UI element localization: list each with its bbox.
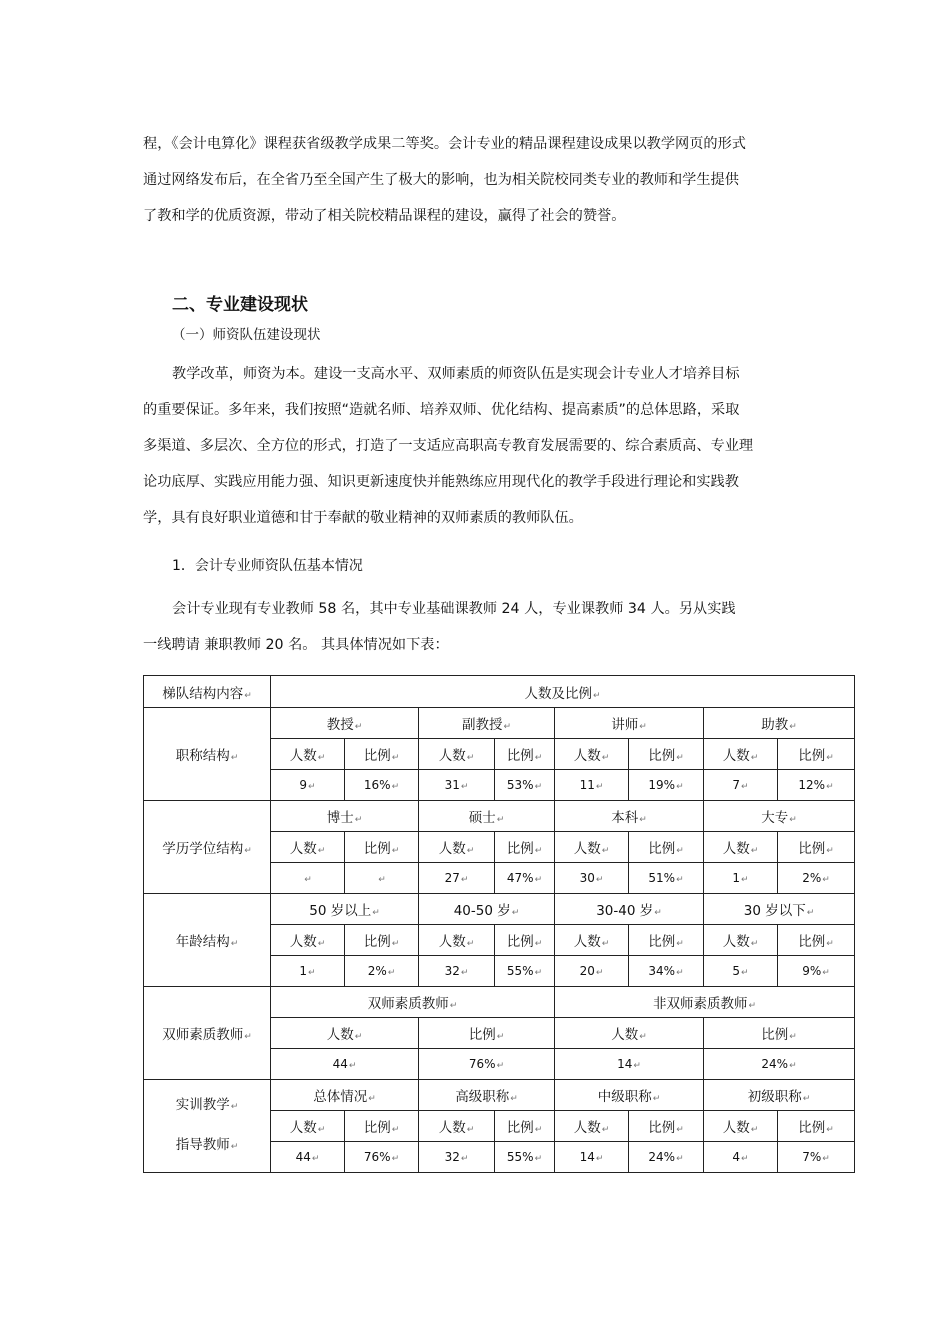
text-line: 一线聘请 兼职教师 20 名。 其具体情况如下表： [143,637,449,653]
col-header-ratio: 比例↵ [629,925,704,956]
col-header-count: 人数↵ [704,832,778,863]
cell-value: 53%↵ [495,770,555,801]
cell-value: 34%↵ [629,956,704,987]
col-header-ratio: 比例↵ [495,739,555,770]
col-header-count: 人数↵ [555,739,629,770]
row-label-education: 学历学位结构↵ [144,801,271,894]
cell-value: 31↵ [419,770,495,801]
row-label-dual: 双师素质教师↵ [144,987,271,1080]
text-line: 学，具有良好职业道德和甘于奉献的敬业精神的双师素质的教师队伍。 [143,510,583,526]
col-header-count: 人数↵ [555,1111,629,1142]
col-header-count: 人数↵ [271,1111,345,1142]
col-header-ratio: 比例↵ [495,1111,555,1142]
cell-value: ↵ [345,863,419,894]
group-header: 副教授↵ [419,708,555,739]
col-header-ratio: 比例↵ [704,1018,855,1049]
group-header: 30 岁以下↵ [704,894,855,925]
cell-value: 24%↵ [704,1049,855,1080]
cell-value: 19%↵ [629,770,704,801]
text-line: 程，《会计电算化》课程获省级教学成果二等奖。会计专业的精品课程建设成果以教学网页的形式 [143,136,746,152]
cell-value: 20↵ [555,956,629,987]
cell-value: 32↵ [419,1142,495,1173]
item-heading: 1．会计专业师资队伍基本情况 [172,558,363,574]
group-header: 助教↵ [704,708,855,739]
cell-value: 11↵ [555,770,629,801]
col-header-count: 人数↵ [271,832,345,863]
cell-value: 44↵ [271,1049,419,1080]
col-header-ratio: 比例↵ [345,832,419,863]
cell-value: 7↵ [704,770,778,801]
cell-value: 14↵ [555,1049,704,1080]
cell-value: 27↵ [419,863,495,894]
group-header: 本科↵ [555,801,704,832]
col-header-ratio: 比例↵ [345,739,419,770]
section-heading: 二、专业建设现状 [172,295,308,315]
cell-value: 24%↵ [629,1142,704,1173]
col-header-count: 人数↵ [704,925,778,956]
col-header-ratio: 比例↵ [629,739,704,770]
text-line: 的重要保证。多年来，我们按照“造就名师、培养双师、优化结构、提高素质”的总体思路，采取 [143,402,740,418]
col-header-ratio: 比例↵ [495,925,555,956]
group-header: 50 岁以上↵ [271,894,419,925]
group-header: 30-40 岁↵ [555,894,704,925]
group-header: 非双师素质教师↵ [555,987,855,1018]
row-label-training: 实训教学↵ 指导教师↵ [144,1080,271,1173]
cell-value: 55%↵ [495,1142,555,1173]
cell-value: 2%↵ [345,956,419,987]
cell-value: 7%↵ [778,1142,855,1173]
cell-value: 4↵ [704,1142,778,1173]
table-corner-header: 梯队结构内容↵ [144,676,271,708]
group-header: 硕士↵ [419,801,555,832]
col-header-count: 人数↵ [271,739,345,770]
cell-value: 16%↵ [345,770,419,801]
paragraph-staff-count [143,591,808,663]
group-header: 初级职称↵ [704,1080,855,1111]
cell-value: 47%↵ [495,863,555,894]
row-label-age: 年龄结构↵ [144,894,271,987]
group-header: 教授↵ [271,708,419,739]
group-header: 大专↵ [704,801,855,832]
col-header-count: 人数↵ [419,1111,495,1142]
col-header-count: 人数↵ [271,925,345,956]
faculty-structure-table [143,675,855,1173]
text-line: 通过网络发布后，在全省乃至全国产生了极大的影响，也为相关院校同类专业的教师和学生提供 [143,172,739,188]
text-line: 论功底厚、实践应用能力强、知识更新速度快并能熟练应用现代化的教学手段进行理论和实践教 [143,474,739,490]
paragraph-faculty [143,356,808,536]
col-header-ratio: 比例↵ [495,832,555,863]
col-header-count: 人数↵ [419,832,495,863]
cell-value: 5↵ [704,956,778,987]
cell-value: 30↵ [555,863,629,894]
text-line: 了教和学的优质资源，带动了相关院校精品课程的建设，赢得了社会的赞誉。 [143,208,626,224]
group-header: 中级职称↵ [555,1080,704,1111]
text-line: 多渠道、多层次、全方位的形式，打造了一支适应高职高专教育发展需要的、综合素质高、专业理 [143,438,754,454]
group-header: 总体情况↵ [271,1080,419,1111]
col-header-ratio: 比例↵ [778,1111,855,1142]
group-header: 双师素质教师↵ [271,987,555,1018]
cell-value: 32↵ [419,956,495,987]
row-label-title: 职称结构↵ [144,708,271,801]
subsection-heading: （一）师资队伍建设现状 [172,327,321,343]
col-header-ratio: 比例↵ [629,832,704,863]
cell-value: 12%↵ [778,770,855,801]
cell-value: 76%↵ [345,1142,419,1173]
col-header-ratio: 比例↵ [345,1111,419,1142]
cell-value: 1↵ [271,956,345,987]
col-header-count: 人数↵ [704,1111,778,1142]
cell-value: 2%↵ [778,863,855,894]
table-top-header: 人数及比例↵ [271,676,855,708]
col-header-ratio: 比例↵ [778,739,855,770]
cell-value: 9%↵ [778,956,855,987]
col-header-ratio: 比例↵ [778,925,855,956]
col-header-count: 人数↵ [419,739,495,770]
cell-value: 55%↵ [495,956,555,987]
col-header-count: 人数↵ [419,925,495,956]
col-header-count: 人数↵ [704,739,778,770]
col-header-ratio: 比例↵ [345,925,419,956]
text-line: 会计专业现有专业教师 58 名，其中专业基础课教师 24 人，专业课教师 34 人。另从实践 [172,601,736,617]
cell-value: 1↵ [704,863,778,894]
cell-value: 76%↵ [419,1049,555,1080]
col-header-ratio: 比例↵ [629,1111,704,1142]
cell-value: 51%↵ [629,863,704,894]
cell-value: 9↵ [271,770,345,801]
col-header-count: 人数↵ [555,832,629,863]
col-header-count: 人数↵ [555,925,629,956]
col-header-count: 人数↵ [271,1018,419,1049]
group-header: 40-50 岁↵ [419,894,555,925]
cell-value: 14↵ [555,1142,629,1173]
group-header: 讲师↵ [555,708,704,739]
group-header: 博士↵ [271,801,419,832]
col-header-ratio: 比例↵ [419,1018,555,1049]
text-line: 教学改革，师资为本。建设一支高水平、双师素质的师资队伍是实现会计专业人才培养目标 [172,366,740,382]
col-header-ratio: 比例↵ [778,832,855,863]
cell-value: 44↵ [271,1142,345,1173]
paragraph-achievements [143,126,808,234]
cell-value: ↵ [271,863,345,894]
group-header: 高级职称↵ [419,1080,555,1111]
col-header-count: 人数↵ [555,1018,704,1049]
